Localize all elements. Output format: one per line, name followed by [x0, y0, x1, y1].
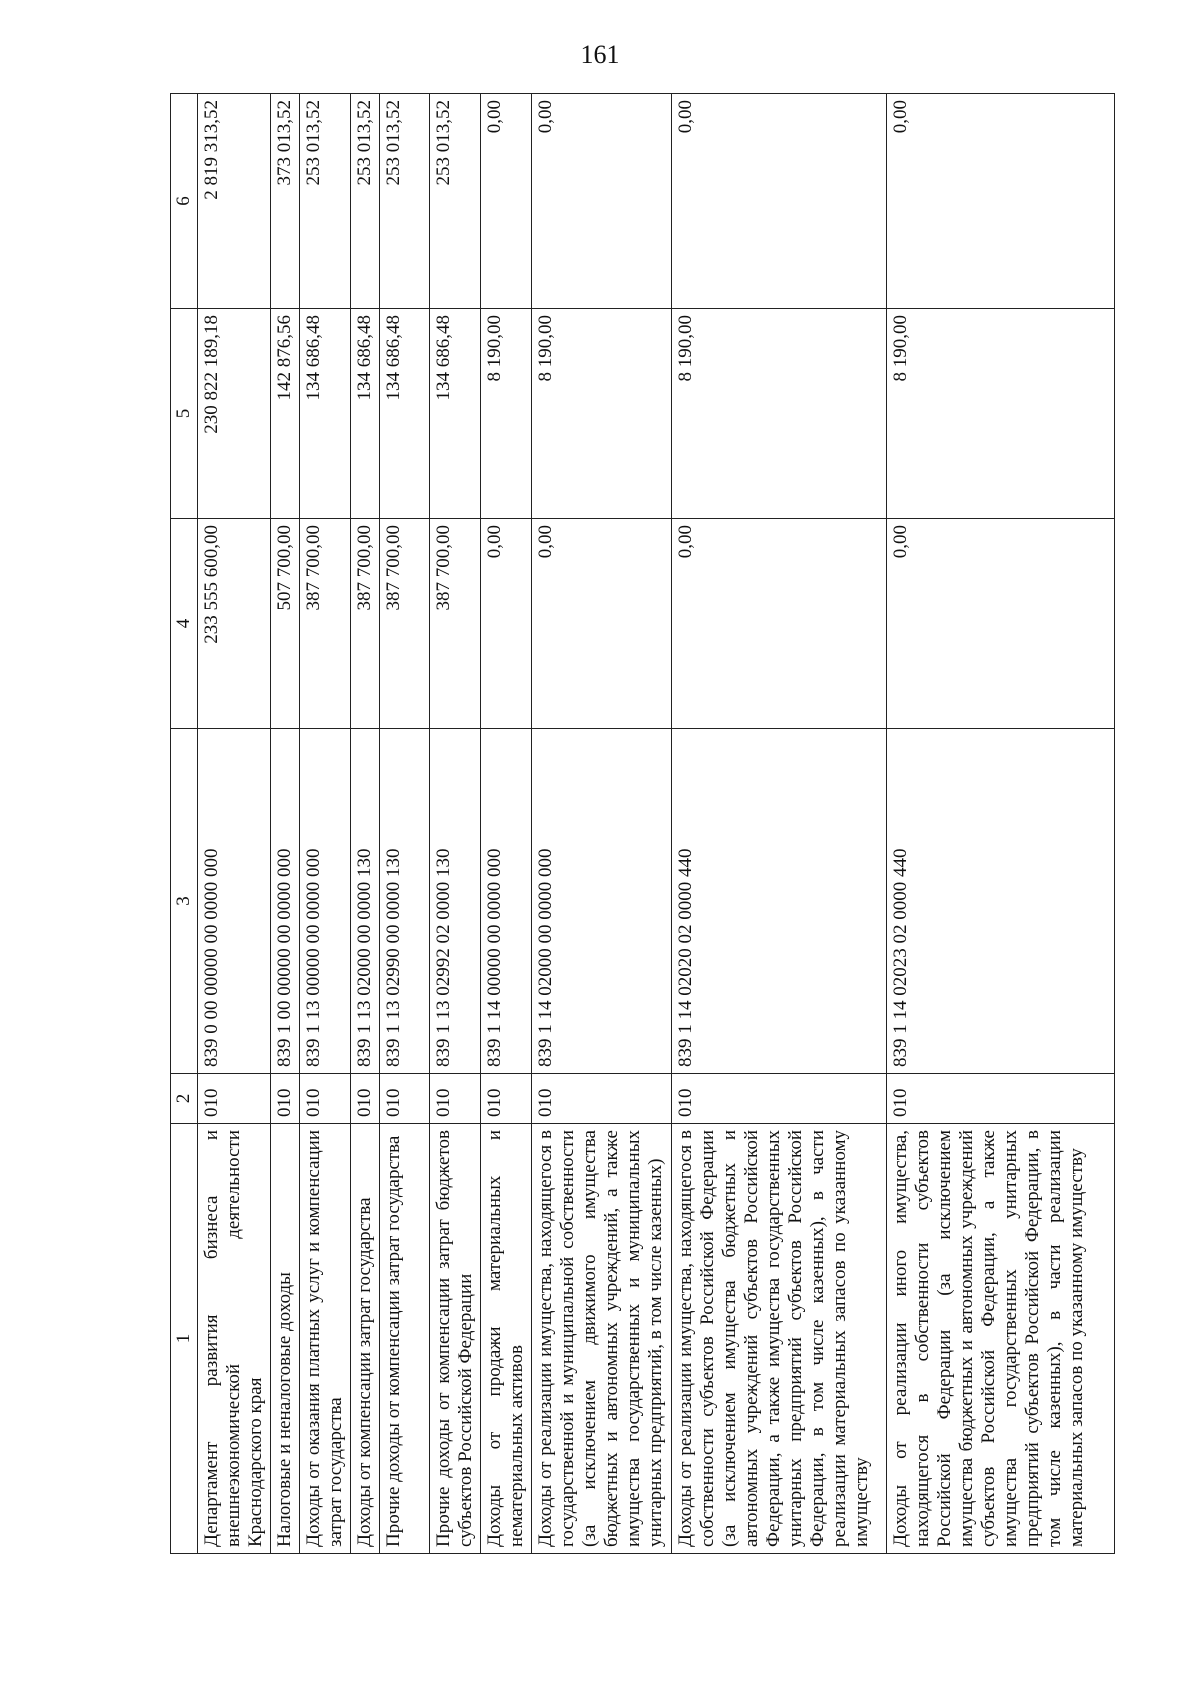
- row-name: Доходы от реализации имущества, находящегося в собственности субъектов Российской Федерации (за исключением имущества бюджетных и автономных учреждений субъектов Российской Федерации, а также имущества государственных унитарных предприятий субъектов Российской Федерации, в том числе казенных), в части реализации материальных запасов по указанному имуществу: [672, 1124, 887, 1554]
- page-number: 161: [580, 40, 620, 69]
- row-col5: 230 822 189,18: [198, 309, 271, 519]
- row-name: Доходы от реализации имущества, находящегося в государственной и муниципальной собственности (за исключением движимого имущества бюджетных и автономных учреждений, а также имущества государственных и муниципальных унитарных предприятий, в том числе казенных): [532, 1124, 672, 1554]
- rotated-table-container: [170, 94, 1115, 1554]
- row-col4: 0,00: [532, 519, 672, 729]
- row-code: 839 1 14 02023 02 0000 440: [887, 729, 1115, 1074]
- row-col6: 253 013,52: [380, 94, 430, 309]
- row-name: Налоговые и неналоговые доходы: [271, 1124, 300, 1554]
- row-col6: 0,00: [887, 94, 1115, 309]
- row-code: 839 1 00 00000 00 0000 000: [271, 729, 300, 1074]
- table-row: [887, 94, 1115, 1554]
- row-col4: 0,00: [672, 519, 887, 729]
- column-header: 5: [171, 309, 198, 519]
- row-col2: 010: [198, 1074, 271, 1124]
- row-name: Доходы от компенсации затрат государства: [351, 1124, 380, 1554]
- row-col2: 010: [481, 1074, 532, 1124]
- table-row: [380, 94, 430, 1554]
- row-name: Прочие доходы от компенсации затрат бюджетов субъектов Российской Федерации: [430, 1124, 481, 1554]
- row-col5: 134 686,48: [351, 309, 380, 519]
- row-col5: 8 190,00: [532, 309, 672, 519]
- row-col4: 387 700,00: [300, 519, 351, 729]
- table-row: [672, 94, 887, 1554]
- row-col2: 010: [271, 1074, 300, 1124]
- row-col2: 010: [430, 1074, 481, 1124]
- row-col4: 233 555 600,00: [198, 519, 271, 729]
- table-row: [481, 94, 532, 1554]
- row-col2: 010: [532, 1074, 672, 1124]
- column-header: 2: [171, 1074, 198, 1124]
- table-row: [351, 94, 380, 1554]
- table-row: [532, 94, 672, 1554]
- row-name: Доходы от продажи материальных и нематериальных активов: [481, 1124, 532, 1554]
- row-col2: 010: [351, 1074, 380, 1124]
- row-col4: 0,00: [481, 519, 532, 729]
- row-col6: 0,00: [672, 94, 887, 309]
- column-header: 6: [171, 94, 198, 309]
- row-code: 839 1 14 02020 02 0000 440: [672, 729, 887, 1074]
- row-col2: 010: [887, 1074, 1115, 1124]
- row-col5: 142 876,56: [271, 309, 300, 519]
- row-col4: 507 700,00: [271, 519, 300, 729]
- row-col4: 387 700,00: [380, 519, 430, 729]
- row-code: 839 0 00 00000 00 0000 000: [198, 729, 271, 1074]
- row-col4: 0,00: [887, 519, 1115, 729]
- row-name: Доходы от оказания платных услуг и компенсации затрат государства: [300, 1124, 351, 1554]
- row-code: 839 1 14 00000 00 0000 000: [481, 729, 532, 1074]
- header-row: [171, 94, 198, 1554]
- row-col2: 010: [300, 1074, 351, 1124]
- row-col2: 010: [672, 1074, 887, 1124]
- row-col6: 253 013,52: [300, 94, 351, 309]
- row-col2: 010: [380, 1074, 430, 1124]
- row-col6: 253 013,52: [430, 94, 481, 309]
- row-code: 839 1 13 00000 00 0000 000: [300, 729, 351, 1074]
- row-col6: 373 013,52: [271, 94, 300, 309]
- row-col5: 8 190,00: [481, 309, 532, 519]
- row-col6: 0,00: [532, 94, 672, 309]
- row-code: 839 1 13 02992 02 0000 130: [430, 729, 481, 1074]
- revenue-table: [170, 93, 1115, 1554]
- row-col6: 2 819 313,52: [198, 94, 271, 309]
- row-col4: 387 700,00: [351, 519, 380, 729]
- row-name: Доходы от реализации иного имущества, находящегося в собственности субъектов Российской Федерации (за исключением имущества бюджетных и автономных учреждений субъектов Российской Федерации, а также имущества государственных унитарных предприятий субъектов Российской Федерации, в том числе казенных), в части реализации материальных запасов по указанному имуществу: [887, 1124, 1115, 1554]
- table-row: [198, 94, 271, 1554]
- row-name: Прочие доходы от компенсации затрат государства: [380, 1124, 430, 1554]
- row-col5: 134 686,48: [380, 309, 430, 519]
- row-code: 839 1 13 02990 00 0000 130: [380, 729, 430, 1074]
- table-row: [271, 94, 300, 1554]
- row-col5: 134 686,48: [300, 309, 351, 519]
- row-code: 839 1 14 02000 00 0000 000: [532, 729, 672, 1074]
- row-col6: 253 013,52: [351, 94, 380, 309]
- column-header: 1: [171, 1124, 198, 1554]
- row-col4: 387 700,00: [430, 519, 481, 729]
- table-row: [430, 94, 481, 1554]
- table-row: [300, 94, 351, 1554]
- column-header: 4: [171, 519, 198, 729]
- row-code: 839 1 13 02000 00 0000 130: [351, 729, 380, 1074]
- row-col5: 8 190,00: [887, 309, 1115, 519]
- row-col5: 134 686,48: [430, 309, 481, 519]
- row-col5: 8 190,00: [672, 309, 887, 519]
- row-name: Департамент развития бизнеса и внешнеэкономической деятельности Краснодарского края: [198, 1124, 271, 1554]
- row-col6: 0,00: [481, 94, 532, 309]
- column-header: 3: [171, 729, 198, 1074]
